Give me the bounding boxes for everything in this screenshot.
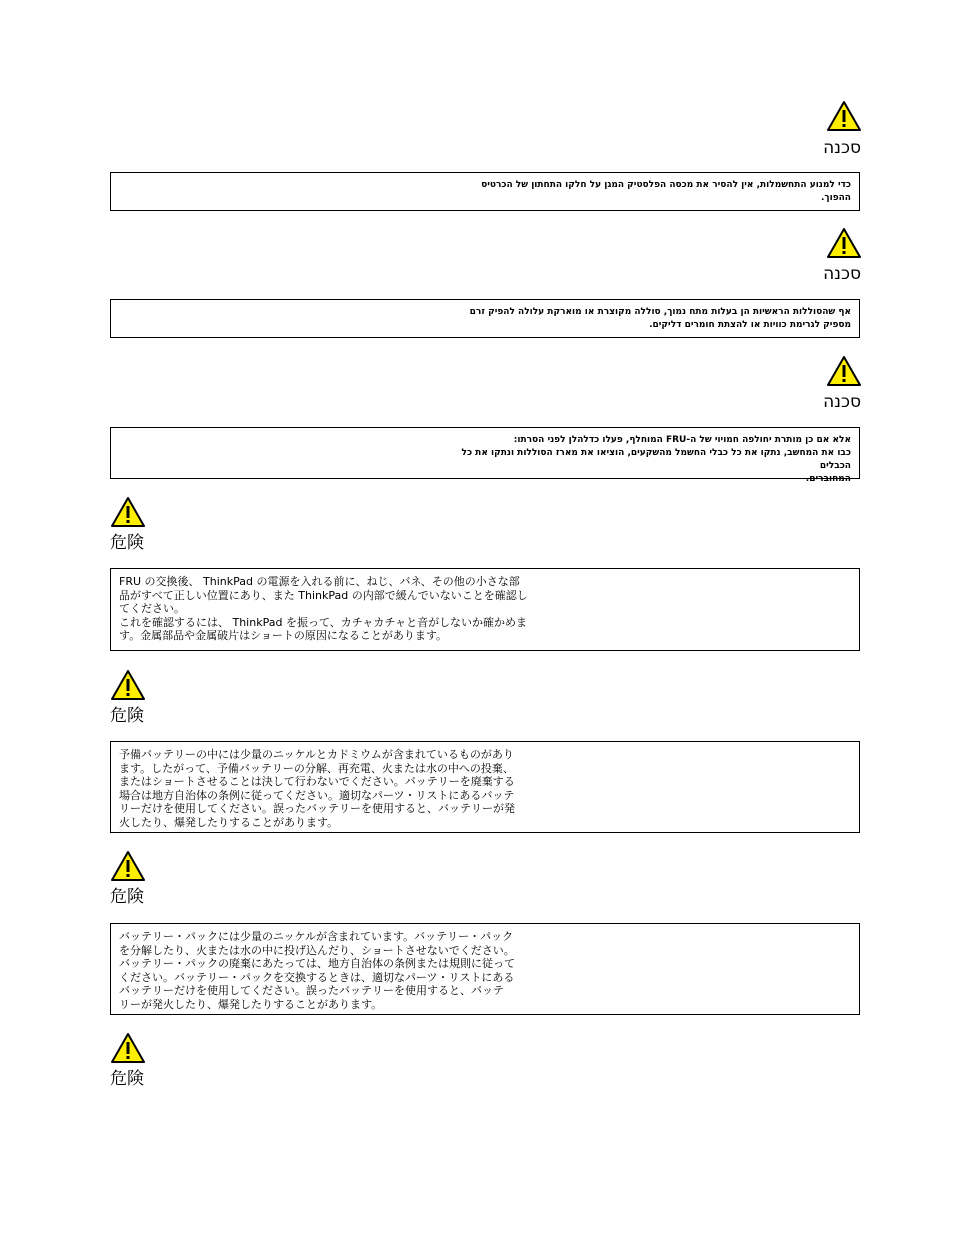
notice-line: バッテリー・パックの廃棄にあたっては、地方自治体の条例または規則に従って xyxy=(119,957,515,970)
notice-line: ください。バッテリー・パックを交換するときは、適切なパーツ・リストにある xyxy=(119,970,515,984)
notice-line: 予備バッテリーの中には少量のニッケルとカドミウムが含まれているものがあり xyxy=(119,748,514,761)
notice-box xyxy=(110,172,860,211)
notice-line: を分解したり、火または水の中に投げ込んだり、ショートさせないでください。 xyxy=(119,943,515,957)
notice-line: ます。したがって、予備バッテリーの分解、再充電、火または水の中への投棄、 xyxy=(119,761,514,775)
notice-line: FRU の交換後、 ThinkPad の電源を入れる前に、ねじ、バネ、その他の小さな部 xyxy=(119,575,520,588)
warning-icon xyxy=(110,669,146,701)
danger-label: סכנה xyxy=(823,264,861,284)
notice-box xyxy=(110,741,860,833)
notice-line: リーだけを使用してください。誤ったバッテリーを使用すると、バッテリーが発 xyxy=(119,802,515,815)
warning-icon xyxy=(826,100,862,132)
notice-line: す。金属部品や金属破片はショートの原因になることがあります。 xyxy=(119,629,448,642)
notice-line: ההפוך. xyxy=(821,193,851,203)
notice-box xyxy=(110,299,860,338)
notice-box xyxy=(110,568,860,651)
notice-line: אף שהסוללות הראשיות הן בעלות מתח נמוך, סוללה מקוצרת או מוארקת עלולה להפיק זרם xyxy=(469,307,851,317)
notice-line: これを確認するには、 ThinkPad を振って、カチャカチャと音がしないか確かめま xyxy=(119,615,528,629)
notice-line: 火したり、爆発したりすることがあります。 xyxy=(119,815,339,829)
notice-line: バッテリー・パックには少量のニッケルが含まれています。バッテリー・パック xyxy=(119,930,514,943)
notice-box xyxy=(110,923,860,1015)
danger-label: 危険 xyxy=(110,887,144,907)
warning-icon xyxy=(110,496,146,528)
danger-label: 危険 xyxy=(110,533,144,553)
notice-line: またはショートさせることは決して行わないでください。バッテリーを廃棄する xyxy=(119,775,515,788)
notice-line: המחוברים. xyxy=(805,474,851,484)
danger-label: 危険 xyxy=(110,1069,144,1089)
notice-line: מספיק לגרימת כוויות או להצתת חומרים דליקים. xyxy=(649,320,851,330)
notice-line: כבו את המחשב, נתקו את כל כבלי החשמל מהשקעים, הוציאו את מארז הסוללות ונתקו את כל הכבלים xyxy=(461,448,851,471)
danger-label: סכנה xyxy=(823,138,861,158)
warning-icon xyxy=(826,227,862,259)
warning-icon xyxy=(110,1032,146,1064)
danger-label: 危険 xyxy=(110,706,144,726)
danger-label: סכנה xyxy=(823,392,861,412)
notice-line: כדי למנוע התחשמלות, אין להסיר את מכסה הפלסטיק המגן על חלקו התחתון של הכרטיס xyxy=(481,180,851,190)
warning-icon xyxy=(826,355,862,387)
notice-line: 場合は地方自治体の条例に従ってください。適切なパーツ・リストにあるバッテ xyxy=(119,788,515,802)
warning-icon xyxy=(110,850,146,882)
notice-line: バッテリーだけを使用してください。誤ったバッテリーを使用すると、バッテ xyxy=(119,984,504,997)
notice-box xyxy=(110,427,860,484)
notice-line: אלא אם כן מותרת יחולפה חמויוי של ה-FRU המוחלף, פעלו כדלהלן לפני הסרתו: xyxy=(513,435,851,445)
notice-line: リーが発火したり、爆発したりすることがあります。 xyxy=(119,997,383,1011)
notice-line: てください。 xyxy=(119,602,185,615)
notice-line: 品がすべて正しい位置にあり、また ThinkPad の内部で緩んでいないことを確認し xyxy=(119,588,528,602)
